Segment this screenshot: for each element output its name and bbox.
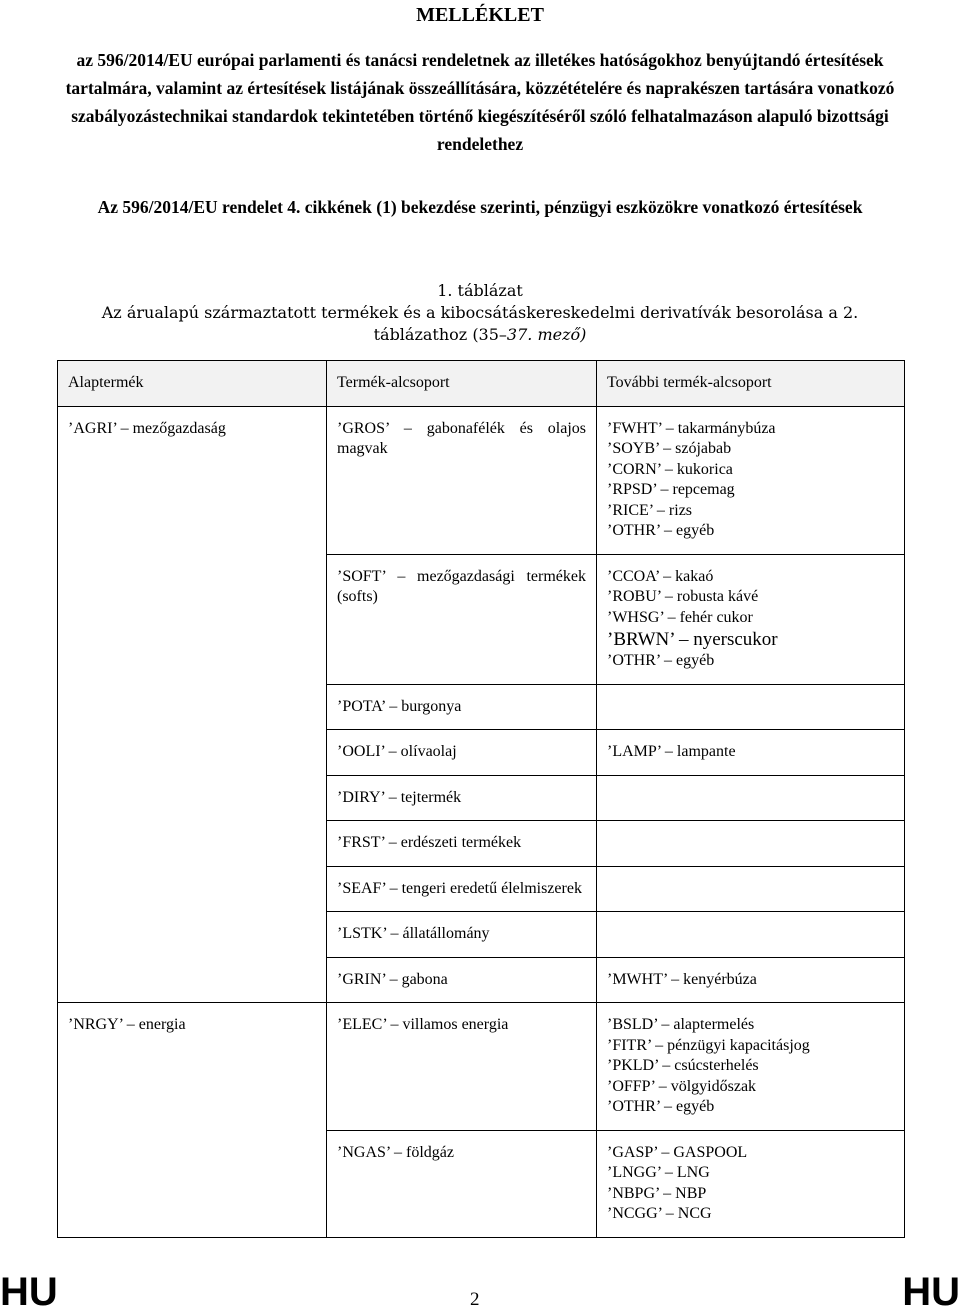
further-sub-product-item: ’OTHR’ – egyéb (607, 1098, 715, 1115)
further-sub-product-item: ’OTHR’ – egyéb (607, 522, 715, 539)
table-row (58, 406, 905, 554)
table-caption-end: 37. mező) (506, 325, 587, 344)
further-sub-product-item: ’BSLD’ – alaptermelés (607, 1016, 755, 1033)
further-sub-product-cell (597, 957, 905, 1003)
sub-product-cell: ’SEAF’ – tengeri eredetű élelmiszerek (327, 866, 597, 912)
further-sub-product-item: ’NBPG’ – NBP (607, 1184, 707, 1202)
further-sub-product-item: ’RICE’ – rizs (607, 501, 693, 519)
further-sub-product-cell (597, 730, 905, 776)
header-sub-product: Termék-alcsoport (327, 361, 597, 407)
further-sub-product-item: ’FITR’ – pénzügyi kapacitásjog (607, 1036, 810, 1054)
further-sub-product-item: ’BRWN’ – nyerscukor (607, 629, 778, 650)
document-title: MELLÉKLET (416, 4, 544, 26)
further-sub-product-cell (597, 866, 905, 912)
further-sub-product-item: ’MWHT’ – kenyérbúza (607, 970, 757, 988)
sub-product-cell: ’DIRY’ – tejtermék (327, 775, 597, 821)
sub-product-cell: ’ELEC’ – villamos energia (327, 1003, 597, 1131)
further-sub-product-item: ’LAMP’ – lampante (607, 743, 736, 760)
further-sub-product-item: ’LNGG’ – LNG (607, 1164, 710, 1181)
further-sub-product-item: ’OTHR’ – egyéb (607, 652, 715, 669)
sub-product-cell: ’OOLI’ – olívaolaj (327, 730, 597, 776)
further-sub-product-item: ’FWHT’ – takarmánybúza (607, 419, 776, 437)
further-sub-product-item: ’GASP’ – GASPOOL (607, 1143, 748, 1161)
section-heading: Az 596/2014/EU rendelet 4. cikkének (1) bekezdése szerinti, pénzügyi eszközökre vonatkozó értesítések (97, 197, 863, 217)
country-mark-right: HU (902, 1270, 960, 1314)
further-sub-product-cell (597, 912, 905, 958)
further-sub-product-cell (597, 684, 905, 730)
sub-product-cell: ’GROS’ – gabonafélék és olajos magvak (327, 406, 597, 554)
table-number: 1. táblázat (437, 281, 523, 300)
sub-product-cell: ’FRST’ – erdészeti termékek (327, 821, 597, 867)
document-subtitle: az 596/2014/EU európai parlamenti és tanácsi rendeletnek az illetékes hatóságokhoz benyújtandó értesítések tartalmára, valamint az értesítések listájának összeállítására, közzétételére és naprakészen tartására vonatkozó szabályozástechnikai standardok tekintetében történő kiegészítéséről szóló felhatalmazáson alapuló bizottsági rendelethez (65, 50, 895, 154)
further-sub-product-item: ’ROBU’ – robusta kávé (607, 588, 759, 605)
header-further-sub-product: További termék-alcsoport (597, 361, 905, 407)
classification-table (57, 360, 905, 1238)
further-sub-product-cell (597, 775, 905, 821)
table-caption-text: Az árualapú származtatott termékek és a kibocsátáskereskedelmi derivatívák besorolása a 2. táblázathoz (35–37. mező) (101, 303, 859, 344)
further-sub-product-cell (597, 406, 905, 554)
further-sub-product-item: ’RPSD’ – repcemag (607, 481, 735, 498)
sub-product-cell: ’SOFT’ – mezőgazdasági termékek (softs) (327, 554, 597, 684)
further-sub-product-item: ’OFFP’ – völgyidőszak (607, 1077, 757, 1095)
header-base-product: Alaptermék (58, 361, 327, 407)
sub-product-cell: ’LSTK’ – állatállomány (327, 912, 597, 958)
base-product-cell: ’AGRI’ – mezőgazdaság (58, 406, 327, 1003)
further-sub-product-item: ’CORN’ – kukorica (607, 460, 733, 478)
further-sub-product-cell (597, 554, 905, 684)
base-product-cell: ’NRGY’ – energia (58, 1003, 327, 1238)
sub-product-cell: ’GRIN’ – gabona (327, 957, 597, 1003)
further-sub-product-cell (597, 821, 905, 867)
further-sub-product-cell (597, 1130, 905, 1237)
further-sub-product-cell (597, 1003, 905, 1131)
table-row (58, 1003, 905, 1131)
country-mark-left: HU (0, 1270, 58, 1314)
further-sub-product-item: ’SOYB’ – szójabab (607, 440, 732, 457)
further-sub-product-item: ’CCOA’ – kakaó (607, 567, 714, 585)
further-sub-product-item: ’WHSG’ – fehér cukor (607, 608, 753, 626)
page-number: 2 (470, 1289, 480, 1310)
table-header-row (58, 361, 905, 407)
further-sub-product-item: ’PKLD’ – csúcsterhelés (607, 1057, 759, 1074)
further-sub-product-item: ’NCGG’ – NCG (607, 1205, 712, 1222)
table-caption (55, 280, 905, 346)
sub-product-cell: ’POTA’ – burgonya (327, 684, 597, 730)
sub-product-cell: ’NGAS’ – földgáz (327, 1130, 597, 1237)
